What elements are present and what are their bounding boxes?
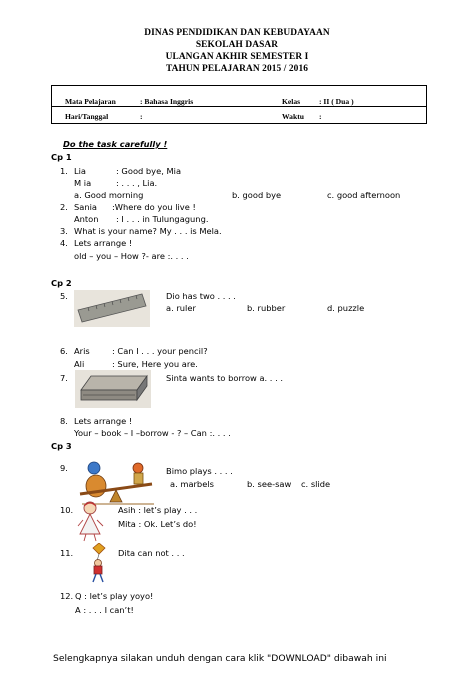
q2-number: 2. [60,202,68,212]
section-cp3: Cp 3 [51,441,72,451]
q5-option-b: b. rubber [247,303,286,313]
q6-speaker1: Aris [74,346,90,356]
q2-speaker1: Sania [74,202,97,212]
q7-number: 7. [60,373,68,383]
q5-number: 5. [60,291,68,301]
header-institution: DINAS PENDIDIKAN DAN KEBUDAYAAN [144,28,330,38]
download-footer: Selengkapnya silakan unduh dengan cara klik "DOWNLOAD" dibawah ini [53,653,387,664]
class-label: Kelas [282,97,301,106]
q12-line2: A : . . . I can’t! [75,605,134,615]
date-label: Hari/Tanggal [65,112,109,121]
q11-text: Dita can not . . . [118,548,185,558]
q2-line2: : I . . . in Tulungagung. [116,214,209,224]
instruction: Do the task carefully ! [63,139,168,149]
q8-words: Your – book – I –borrow - ? – Can :. . . . [74,428,231,438]
q4-words: old – you – How ?- are :. . . . [74,251,189,261]
q5-text: Dio has two . . . . [166,291,236,301]
q3-number: 3. [60,226,68,236]
kite-boy-image [88,543,110,583]
q1-option-c: c. good afternoon [327,190,401,200]
subject-value: : Bahasa Inggris [140,97,194,106]
q5-option-a: a. ruler [166,303,196,313]
q9-option-a: a. marbels [170,479,214,489]
q9-number: 9. [60,463,68,473]
header-school: SEKOLAH DASAR [195,40,279,50]
subject-label: Mata Pelajaran [65,97,116,106]
q11-number: 11. [60,548,74,558]
q10-number: 10. [60,505,74,515]
q1-line2: : . . . , Lia. [116,178,158,188]
q5-option-d: d. puzzle [327,303,365,313]
q6-line1: : Can I . . . your pencil? [112,346,208,356]
q10-line1: Asih : let’s play . . . [118,505,198,515]
time-label: Waktu [282,112,304,121]
time-value: : [319,112,322,121]
girl-playing-image [77,500,105,542]
q6-number: 6. [60,346,68,356]
header-exam: ULANGAN AKHIR SEMESTER I [165,52,309,62]
q1-number: 1. [60,166,68,176]
q12-number: 12. [60,591,74,601]
header-year: TAHUN PELAJARAN 2015 / 2016 [165,64,309,74]
q7-text: Sinta wants to borrow a. . . . [166,373,283,383]
q2-speaker2: Anton [74,214,99,224]
class-value: : II ( Dua ) [319,97,354,106]
q12-line1: Q : let’s play yoyo! [75,591,154,601]
q8-text: Lets arrange ! [74,416,133,426]
q8-number: 8. [60,416,68,426]
q6-speaker2: Ali [74,359,85,369]
section-cp1: Cp 1 [51,152,72,162]
seesaw-image [76,458,158,506]
ruler-image [74,290,150,327]
q9-text: Bimo plays . . . . [166,466,233,476]
q4-number: 4. [60,238,68,248]
q1-option-a: a. Good morning [74,190,144,200]
q1-speaker2: M ia [74,178,92,188]
q6-line2: : Sure, Here you are. [112,359,198,369]
q1-line1: : Good bye, Mia [116,166,182,176]
q4-text: Lets arrange ! [74,238,133,248]
section-cp2: Cp 2 [51,278,72,288]
date-value: : [140,112,143,121]
q2-line1: :Where do you live ! [112,202,196,212]
q1-option-b: b. good bye [232,190,282,200]
q3-text: What is your name? My . . . is Mela. [74,226,222,236]
q1-speaker1: Lia [74,166,87,176]
pencil-case-image [75,370,151,408]
q9-option-b: b. see-saw [247,479,292,489]
q10-line2: Mita : Ok. Let’s do! [118,519,197,529]
q9-option-c: c. slide [301,479,331,489]
